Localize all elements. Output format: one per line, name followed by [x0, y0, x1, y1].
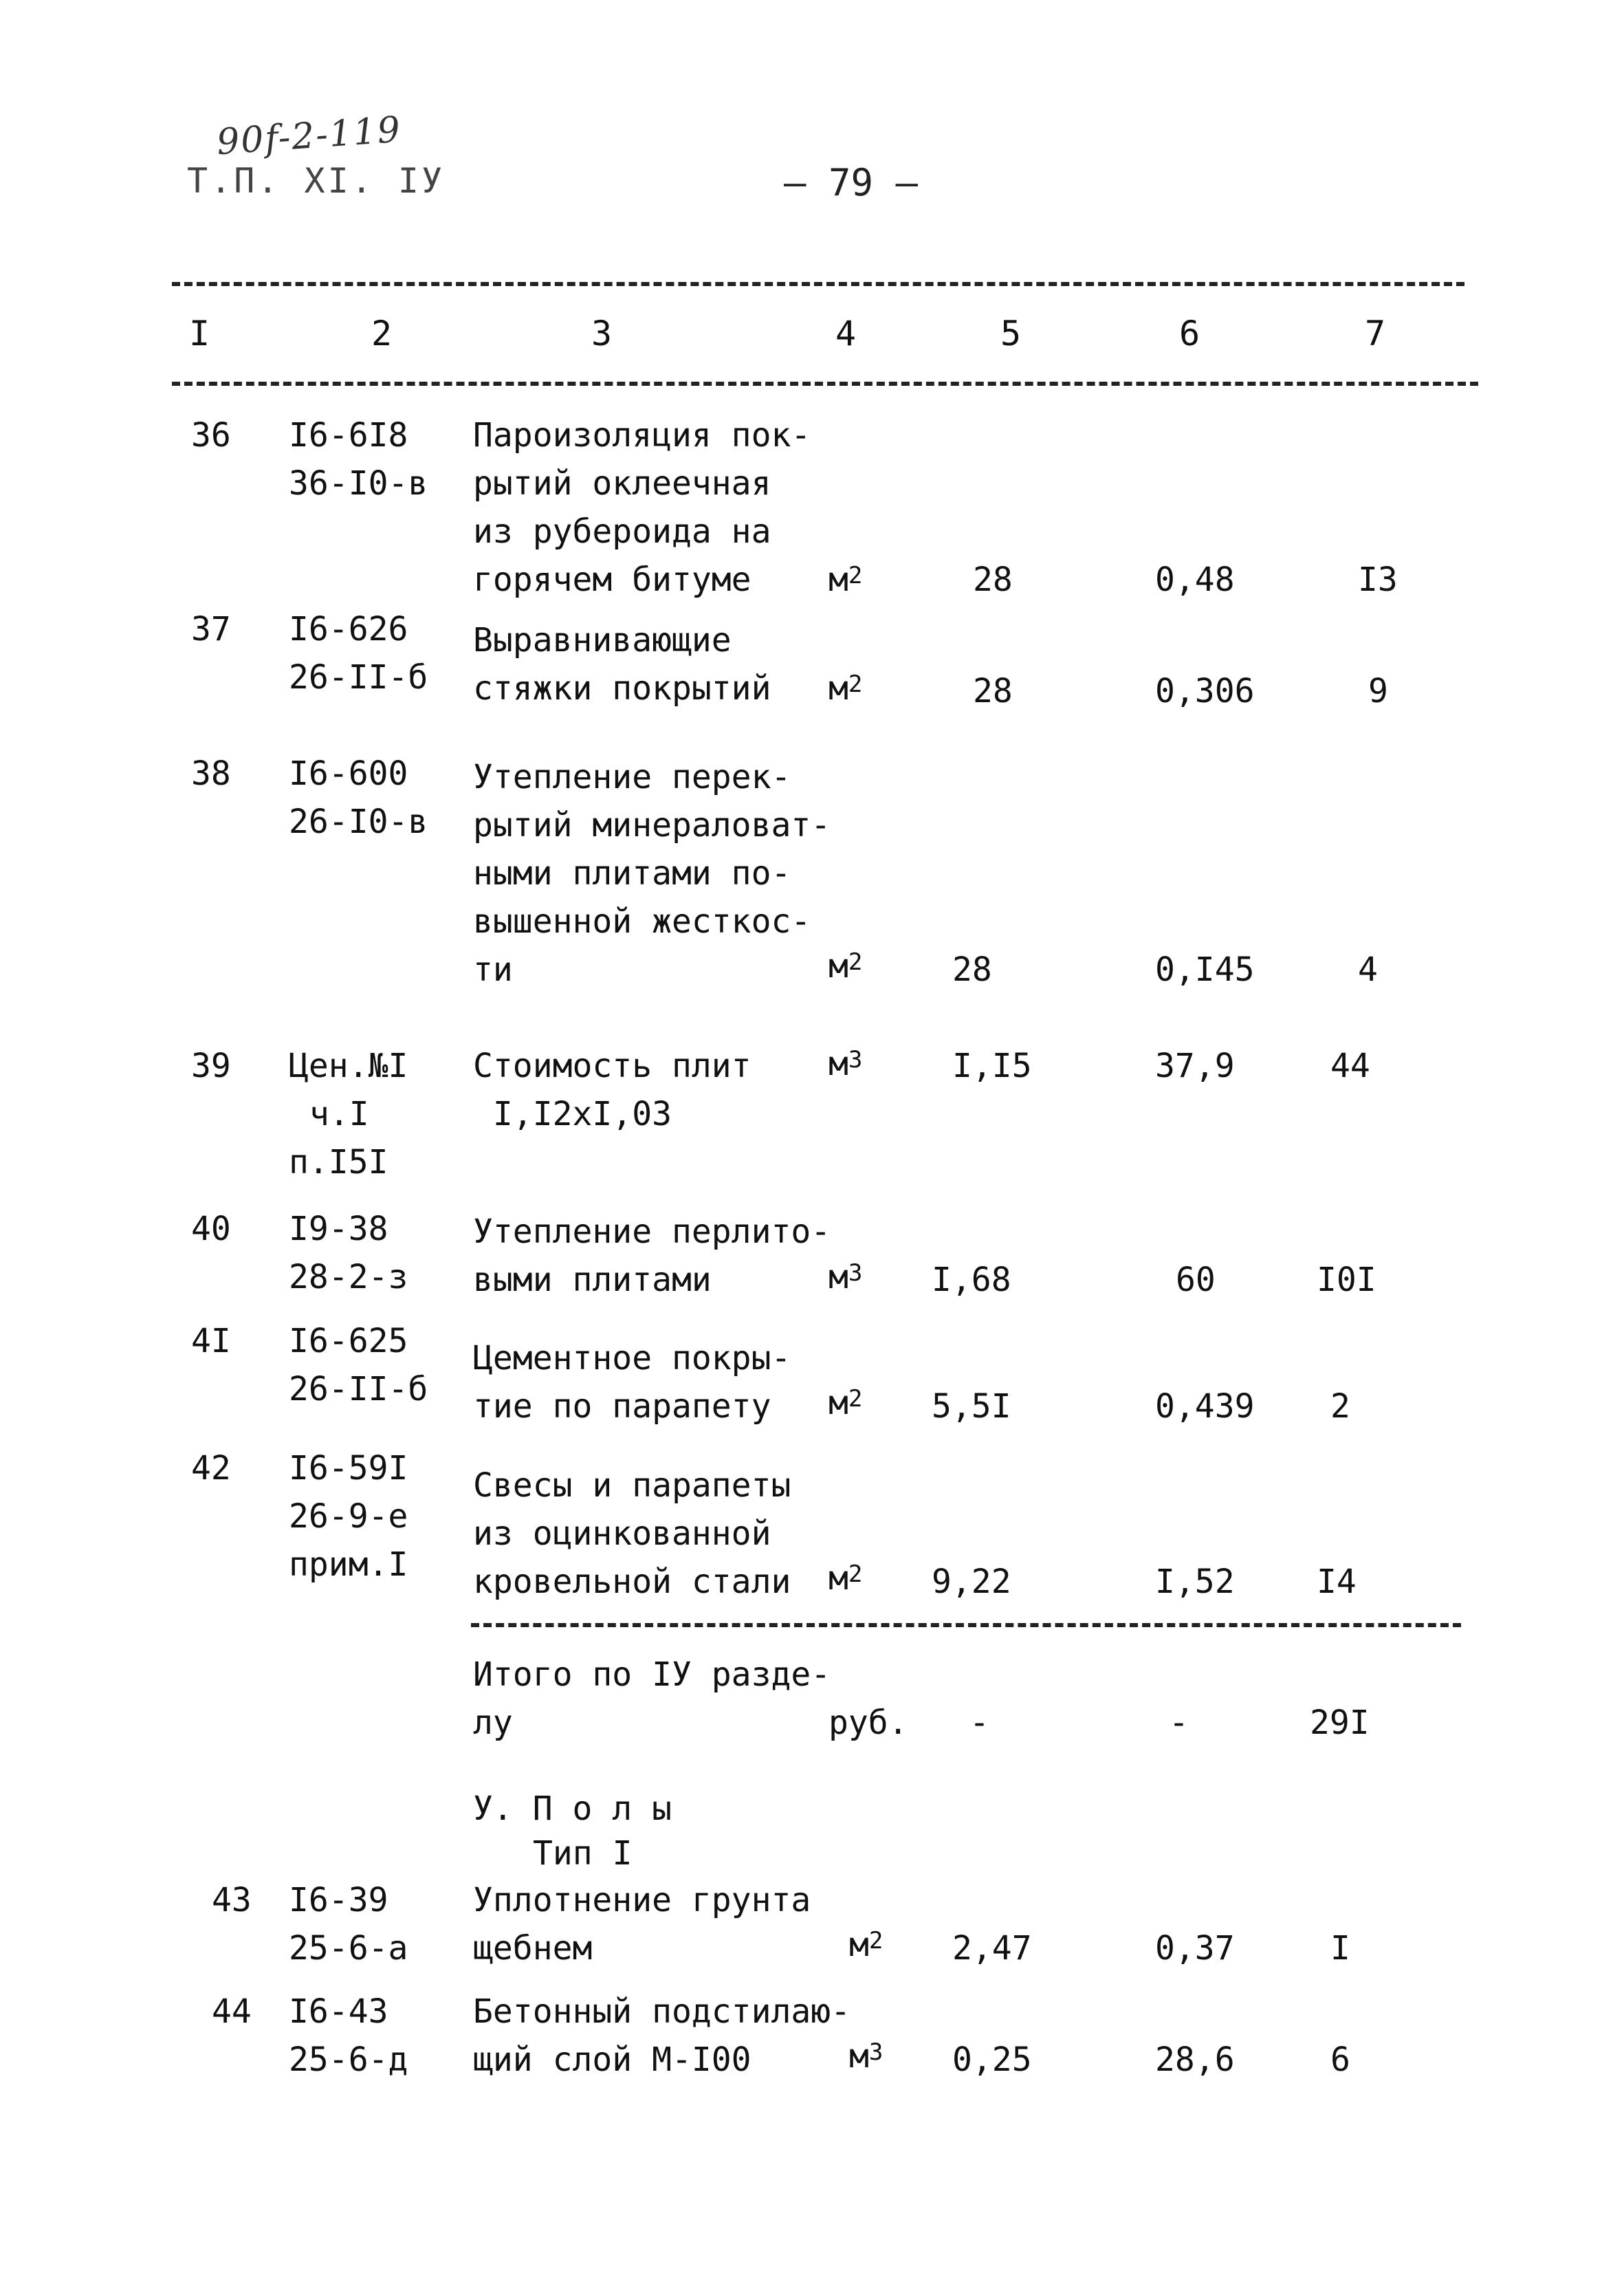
- row-desc-line: из оцинкованной: [473, 1514, 771, 1553]
- subtotal-total: 29I: [1310, 1703, 1370, 1742]
- subtotal-desc-line: Итого по IУ разде-: [473, 1655, 831, 1694]
- row-qty: 28: [973, 672, 1013, 710]
- row-total: 2: [1330, 1387, 1350, 1426]
- row-qty: I,I5: [952, 1047, 1032, 1085]
- unit-base: м: [829, 1384, 848, 1422]
- row-total: I0I: [1317, 1261, 1376, 1299]
- row-number: 38: [191, 754, 231, 793]
- row-price: 0,306: [1155, 672, 1255, 710]
- row-qty: 5,5I: [932, 1387, 1011, 1426]
- unit-power: 3: [848, 1046, 863, 1074]
- row-desc-line: щебнем: [473, 1929, 593, 1968]
- row-qty: 0,25: [952, 2040, 1032, 2079]
- row-number: 42: [191, 1449, 231, 1488]
- row-qty: 9,22: [932, 1563, 1011, 1601]
- unit-base: м: [849, 2037, 869, 2076]
- row-desc-line: Пароизоляция пок-: [473, 416, 811, 455]
- header-top-rule: [172, 282, 1464, 286]
- unit-base: м: [829, 1045, 848, 1083]
- row-desc-line: рытий оклеечная: [473, 464, 771, 503]
- subtotal-price: -: [1169, 1703, 1189, 1742]
- row-desc-line: Бетонный подстилаю-: [473, 1992, 851, 2031]
- row-desc-line: рытий минераловат-: [473, 806, 831, 845]
- unit-power: 2: [848, 1385, 863, 1413]
- col-header-6: 6: [1179, 314, 1200, 353]
- row-total: 4: [1358, 950, 1378, 989]
- row-total: 44: [1330, 1047, 1370, 1085]
- row-code-line: 26-II-б: [289, 658, 428, 697]
- row-code-line: п.I5I: [289, 1143, 388, 1182]
- handwritten-code: 90f-2-119: [215, 109, 403, 164]
- unit-base: м: [829, 669, 848, 708]
- row-qty: 28: [952, 950, 992, 989]
- unit-base: м: [829, 1559, 848, 1598]
- row-desc-line: щий слой М-I00: [473, 2040, 751, 2079]
- row-code-line: Цен.№I: [289, 1047, 408, 1085]
- row-desc-line: Выравнивающие: [473, 621, 732, 660]
- row-code-line: 26-II-б: [289, 1370, 428, 1408]
- row-unit: [829, 942, 862, 990]
- row-code-line: прим.I: [289, 1545, 408, 1584]
- row-code-line: I6-39: [289, 1881, 388, 1919]
- row-desc-line: Свесы и парапеты: [473, 1466, 791, 1505]
- row-number: 39: [191, 1047, 231, 1085]
- row-price: I,52: [1155, 1563, 1235, 1601]
- row-desc-line: Утепление перек-: [473, 758, 791, 796]
- unit-power: 2: [848, 562, 863, 589]
- row-code-line: I6-625: [289, 1322, 408, 1360]
- row-code-line: 28-2-з: [289, 1258, 408, 1296]
- row-price: 0,37: [1155, 1929, 1235, 1968]
- unit-power: 3: [868, 2038, 884, 2066]
- subtotal-rule: [471, 1623, 1461, 1627]
- row-code-line: I6-626: [289, 610, 408, 649]
- row-code-line: I6-59I: [289, 1449, 408, 1488]
- row-unit: [849, 2032, 883, 2080]
- row-price: 37,9: [1155, 1047, 1235, 1085]
- row-unit: [829, 1040, 862, 1088]
- row-desc-line: Стоимость плит: [473, 1047, 751, 1085]
- row-desc-line: I,I2xI,03: [473, 1095, 672, 1133]
- col-header-1: I: [189, 314, 210, 353]
- row-desc-line: кровельной стали: [473, 1563, 791, 1601]
- page-number: – 79 –: [784, 161, 919, 204]
- row-unit: [829, 1253, 862, 1301]
- row-desc-line: из рубероида на: [473, 512, 771, 551]
- row-desc-line: Утепление перлито-: [473, 1212, 831, 1251]
- subtotal-desc-line: лу: [473, 1703, 513, 1742]
- row-number: 36: [191, 416, 231, 455]
- row-desc-line: Цементное покры-: [473, 1339, 791, 1378]
- unit-base: м: [849, 1926, 869, 1964]
- row-desc-line: вышенной жесткос-: [473, 902, 811, 941]
- section-subtitle: Тип I: [533, 1834, 633, 1873]
- row-total: I4: [1317, 1563, 1357, 1601]
- col-header-4: 4: [835, 314, 857, 353]
- row-desc-line: тие по парапету: [473, 1387, 771, 1426]
- subtotal-qty: -: [969, 1703, 989, 1742]
- row-code-line: I6-600: [289, 754, 408, 793]
- row-code-line: I6-43: [289, 1992, 388, 2031]
- unit-power: 2: [848, 1560, 863, 1588]
- row-desc-line: Уплотнение грунта: [473, 1881, 811, 1919]
- col-header-3: 3: [591, 314, 613, 353]
- col-header-7: 7: [1365, 314, 1386, 353]
- unit-base: м: [829, 1258, 848, 1296]
- header-bottom-rule: [172, 382, 1478, 386]
- row-total: I: [1330, 1929, 1350, 1968]
- row-desc-line: ными плитами по-: [473, 854, 791, 893]
- col-header-5: 5: [1000, 314, 1022, 353]
- row-price: 0,I45: [1155, 950, 1255, 989]
- row-price: 60: [1176, 1261, 1216, 1299]
- row-total: 9: [1368, 672, 1388, 710]
- row-code-line: 36-I0-в: [289, 464, 428, 503]
- row-number: 44: [212, 1992, 252, 2031]
- row-code-line: 26-I0-в: [289, 803, 428, 841]
- row-qty: 2,47: [952, 1929, 1032, 1968]
- row-code-line: 25-6-а: [289, 1929, 408, 1968]
- unit-power: 2: [848, 671, 863, 698]
- unit-power: 3: [848, 1259, 863, 1287]
- row-desc-line: ти: [473, 950, 513, 989]
- row-price: 0,439: [1155, 1387, 1255, 1426]
- row-number: 37: [191, 610, 231, 649]
- unit-power: 2: [868, 1927, 884, 1955]
- subtotal-unit: руб.: [829, 1703, 908, 1742]
- row-code-line: I9-38: [289, 1210, 388, 1248]
- row-desc-line: горячем битуме: [473, 560, 751, 599]
- row-price: 0,48: [1155, 560, 1235, 599]
- unit-base: м: [829, 560, 848, 599]
- unit-base: м: [829, 947, 848, 986]
- row-number: 40: [191, 1210, 231, 1248]
- row-number: 4I: [191, 1322, 231, 1360]
- stamp-text: Т.П. XI. IУ: [187, 161, 446, 201]
- row-price: 28,6: [1155, 2040, 1235, 2079]
- row-unit: [849, 1921, 883, 1969]
- row-code-line: 26-9-е: [289, 1497, 408, 1536]
- row-desc-line: стяжки покрытий: [473, 669, 771, 708]
- row-qty: I,68: [932, 1261, 1011, 1299]
- row-code-line: ч.I: [309, 1095, 369, 1133]
- row-total: I3: [1358, 560, 1398, 599]
- row-unit: [829, 664, 862, 712]
- section-title: У. П о л ы: [473, 1789, 672, 1828]
- row-unit: [829, 1554, 862, 1602]
- row-code-line: I6-6I8: [289, 416, 408, 455]
- row-desc-line: выми плитами: [473, 1261, 712, 1299]
- row-total: 6: [1330, 2040, 1350, 2079]
- row-unit: [829, 556, 862, 604]
- col-header-2: 2: [371, 314, 393, 353]
- unit-power: 2: [848, 948, 863, 976]
- row-qty: 28: [973, 560, 1013, 599]
- row-unit: [829, 1379, 862, 1427]
- row-number: 43: [212, 1881, 252, 1919]
- row-code-line: 25-6-д: [289, 2040, 408, 2079]
